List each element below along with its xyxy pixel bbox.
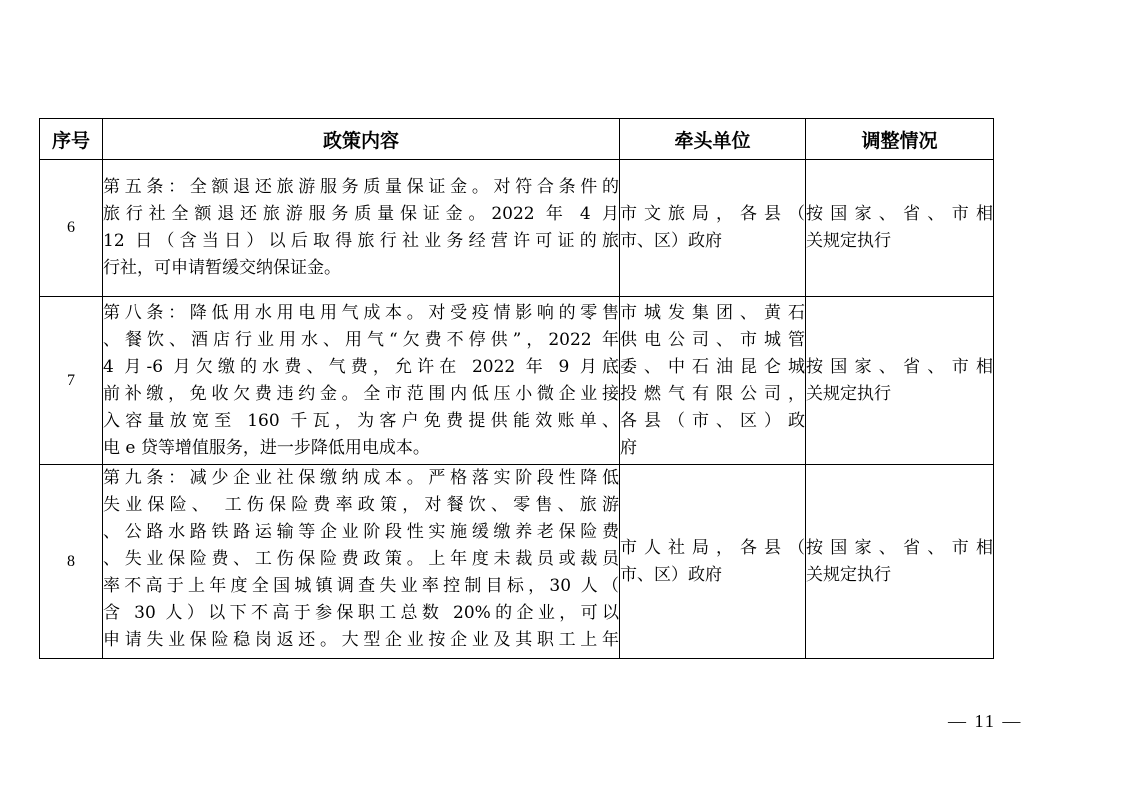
lead-line: 投燃气有限公司，	[620, 383, 805, 404]
header-serial: 序号	[40, 119, 103, 160]
policy-table	[39, 118, 994, 659]
lead-unit-cell	[620, 160, 806, 297]
content-line: 旅行社全额退还旅游服务质量保证金。2022 年 4 月	[103, 204, 619, 224]
lead-line: 市城发集团、黄石	[620, 302, 805, 323]
adjustment-cell	[806, 465, 994, 659]
adjust-line: 按国家、省、市相	[806, 204, 993, 224]
policy-content-cell	[103, 160, 620, 297]
content-line: 电 e 贷等增值服务，进一步降低用电成本。	[103, 437, 430, 458]
table-row	[40, 160, 994, 297]
content-line: 入容量放宽至 160 千瓦，为客户免费提供能效账单、	[103, 410, 619, 431]
lead-line: 府	[620, 437, 637, 458]
adjust-line: 关规定执行	[806, 383, 891, 404]
content-line: 、餐饮、酒店行业用水、用气“欠费不停供”，2022 年	[103, 329, 619, 350]
content-line: 第八条：降低用水用电用气成本。对受疫情影响的零售	[103, 302, 619, 323]
content-line: 4 月-6 月欠缴的水费、气费，允许在 2022 年 9 月底	[103, 356, 619, 377]
table-header-row	[40, 119, 994, 160]
lead-line: 市、区）政府	[620, 231, 722, 251]
content-line: 申请失业保险稳岗返还。大型企业按企业及其职工上年	[103, 630, 619, 650]
content-line: 率不高于上年度全国城镇调查失业率控制目标，30 人（	[103, 576, 619, 596]
policy-content-cell	[103, 465, 620, 659]
lead-line: 各县（市、区）政	[620, 410, 805, 431]
content-line: 前补缴，免收欠费违约金。全市范围内低压小微企业接	[103, 383, 619, 404]
content-line: 第五条：全额退还旅游服务质量保证金。对符合条件的	[103, 177, 619, 197]
lead-line: 市人社局，各县（	[620, 537, 805, 558]
content-line: 12 日（含当日）以后取得旅行社业务经营许可证的旅	[103, 231, 619, 251]
content-line: 失业保险、 工伤保险费率政策，对餐饮、零售、旅游	[103, 495, 619, 515]
policy-content-cell	[103, 297, 620, 465]
header-lead-unit: 牵头单位	[620, 119, 806, 160]
adjust-line: 关规定执行	[806, 564, 891, 585]
content-line: 行社，可申请暂缓交纳保证金。	[103, 258, 341, 278]
header-policy-content: 政策内容	[103, 119, 620, 160]
content-line: 含 30 人）以下不高于参保职工总数 20%的企业，可以	[103, 603, 619, 623]
lead-line: 市文旅局，各县（	[620, 204, 805, 224]
content-line: 、公路水路铁路运输等企业阶段性实施缓缴养老保险费	[103, 522, 619, 542]
adjust-line: 按国家、省、市相	[806, 537, 993, 558]
content-line: 、失业保险费、工伤保险费政策。上年度未裁员或裁员	[103, 549, 619, 569]
row-number: 8	[40, 465, 103, 659]
lead-line: 委、中石油昆仑城	[620, 356, 805, 377]
row-number: 6	[40, 160, 103, 297]
header-adjustment: 调整情况	[806, 119, 994, 160]
lead-line: 市、区）政府	[620, 564, 722, 585]
content-line: 第九条：减少企业社保缴纳成本。严格落实阶段性降低	[103, 468, 619, 488]
row-number: 7	[40, 297, 103, 465]
adjustment-cell	[806, 297, 994, 465]
lead-unit-cell	[620, 297, 806, 465]
table-row	[40, 465, 994, 659]
page-number: — 11 —	[948, 711, 1023, 731]
lead-line: 供电公司、市城管	[620, 329, 805, 350]
adjust-line: 关规定执行	[806, 231, 891, 251]
adjustment-cell	[806, 160, 994, 297]
lead-unit-cell	[620, 465, 806, 659]
adjust-line: 按国家、省、市相	[806, 356, 993, 377]
table-row	[40, 297, 994, 465]
